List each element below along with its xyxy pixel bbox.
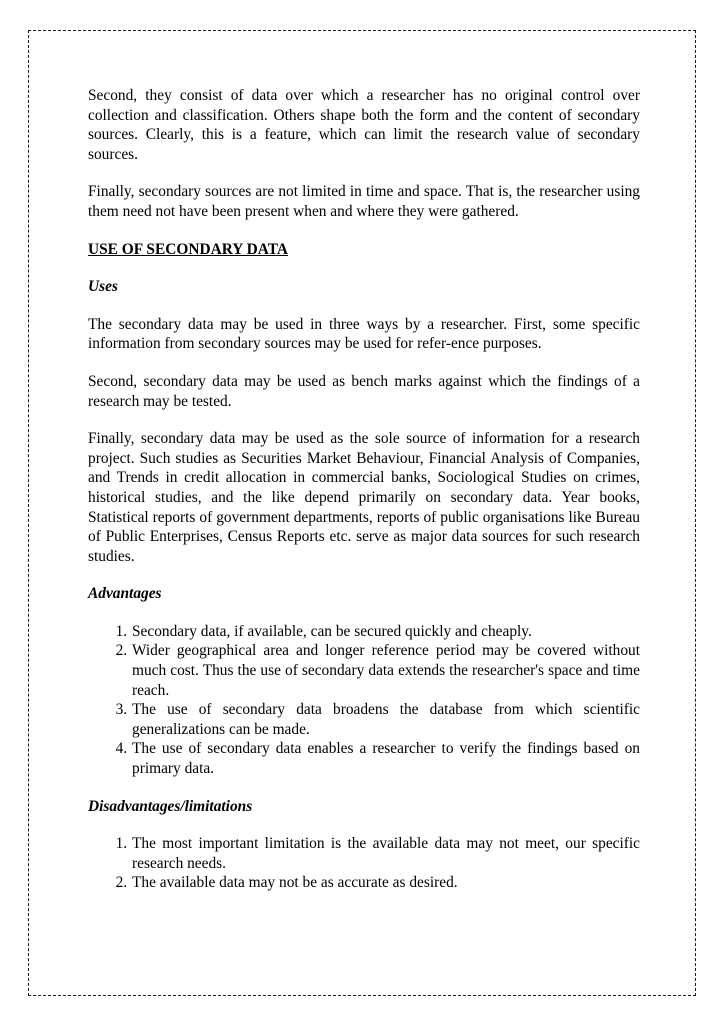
list-item: 3. The use of secondary data broadens the database from which scientific generalizations can be made. — [131, 700, 640, 739]
list-item: 1. The most important limitation is the available data may not meet, our specific research needs. — [131, 834, 640, 873]
uses-heading: Uses — [88, 278, 118, 296]
advantages-heading: Advantages — [88, 585, 162, 603]
disadvantages-heading: Disadvantages/limitations — [88, 797, 253, 815]
paragraph: Second, they consist of data over which a researcher has no original control over collection and classification. Others shape both the form and the content of secondary sources. Clearly, this is a feature, which can limit the research value of secondary sources. — [88, 87, 640, 163]
advantages-list — [88, 622, 640, 779]
paragraph: The secondary data may be used in three ways by a researcher. First, some specific information from secondary sources may be used for refer-ence purposes. — [88, 315, 640, 353]
paragraph: Second, secondary data may be used as bench marks against which the findings of a research may be tested. — [88, 372, 640, 410]
list-item: 2. The available data may not be as accurate as desired. — [131, 873, 640, 893]
document-body — [88, 86, 640, 911]
disadvantages-list — [88, 834, 640, 893]
paragraph: Finally, secondary data may be used as the sole source of information for a research project. Such studies as Securities Market Behaviour, Financial Analysis of Companies, and Trends in credit allocation in commercial banks, Sociological Studies on crimes, historical studies, and the like depend primarily on secondary data. Year books, Statistical reports of government departments, reports of public organisations like Bureau of Public Enterprises, Census Reports etc. serve as major data sources for such research studies. — [88, 430, 640, 565]
list-item: 4. The use of secondary data enables a researcher to verify the findings based on primary data. — [131, 739, 640, 778]
list-item: 2. Wider geographical area and longer reference period may be covered without much cost. Thus the use of secondary data extends the researcher's space and time reach. — [131, 641, 640, 700]
list-item: 1. Secondary data, if available, can be secured quickly and cheaply. — [131, 622, 640, 642]
paragraph: Finally, secondary sources are not limited in time and space. That is, the researcher using them need not have been present when and where they were gathered. — [88, 183, 640, 220]
section-heading: USE OF SECONDARY DATA — [88, 240, 288, 258]
